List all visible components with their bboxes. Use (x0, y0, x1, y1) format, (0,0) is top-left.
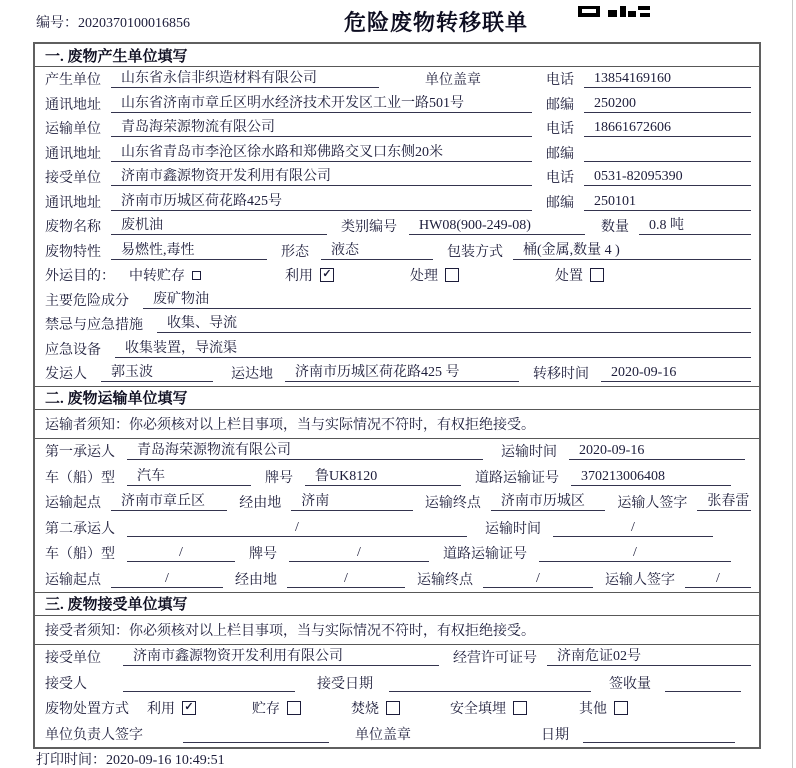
carrier-sign-value: 张春雷 (697, 493, 751, 511)
plate-value: 鲁UK8120 (305, 468, 461, 486)
transfer-time-value: 2020-09-16 (601, 364, 751, 382)
document-header (0, 6, 796, 40)
purpose-label: 外运目的： (45, 269, 115, 285)
produce-phone-value: 13854169160 (584, 70, 751, 88)
use-label: 利用 (285, 269, 313, 285)
receiver-value (123, 674, 295, 692)
receipt-qty-value (665, 674, 741, 692)
transport-unit-value: 青岛海荣源物流有限公司 (111, 119, 532, 137)
via-label: 经由地 (235, 572, 277, 588)
other-label: 其他 (579, 702, 607, 718)
row-receiver (35, 670, 759, 696)
emergency-equip-label: 应急设备 (45, 342, 101, 358)
section3-title: 三. 废物接受单位填写 (35, 592, 759, 616)
form-label: 形态 (281, 244, 309, 260)
waste-name-value: 废机油 (111, 217, 327, 235)
page-title: 危险废物转移联单 (343, 10, 528, 35)
row-produce-unit (35, 67, 759, 92)
plate2-value: / (289, 544, 429, 562)
row-vehicle-1 (35, 464, 759, 490)
main-hazard-label: 主要危险成分 (45, 293, 129, 309)
row-vehicle-2 (35, 541, 759, 567)
via2-value: / (287, 570, 405, 588)
resp-sign-label: 单位负责人签字 (45, 727, 143, 743)
produce-address-value: 山东省济南市章丘区明水经济技术开发区工业一路501号 (111, 95, 532, 113)
doc-number-value: 2020370100016856 (78, 16, 190, 31)
produce-unit-label: 产生单位 (45, 73, 101, 89)
row-responsible-sign (35, 721, 759, 747)
landfill-label: 安全填埋 (450, 702, 506, 718)
carrier-sign-label: 运输人签字 (605, 572, 675, 588)
produce-postcode-group (546, 94, 751, 114)
row-second-carrier (35, 515, 759, 541)
transporter-notice-text: 运输者须知：你必须核对以上栏目事项，当与实际情况不符时，有权拒绝接受。 (45, 417, 535, 433)
print-time-label: 打印时间： (36, 753, 106, 768)
row-shipper (35, 361, 759, 386)
receipt-qty-label: 签收量 (609, 676, 651, 692)
carrier-sign2-value: / (685, 570, 751, 588)
quantity-label: 数量 (601, 220, 629, 236)
qr-code-icon (578, 6, 650, 17)
transport-postcode-value (584, 144, 751, 162)
category-no-value: HW08(900-249-08) (409, 217, 585, 235)
road-permit-label: 道路运输证号 (475, 470, 559, 486)
packing-label: 包装方式 (447, 244, 503, 260)
shipper-label: 发运人 (45, 367, 87, 383)
postcode-label: 邮编 (546, 195, 574, 211)
dispose-label: 处置 (555, 269, 583, 285)
treat-label: 处理 (410, 269, 438, 285)
receive-unit-label: 接受单位 (45, 651, 101, 667)
phone-label: 电话 (546, 73, 574, 89)
taboo-label: 禁忌与应急措施 (45, 318, 143, 334)
seal-label: 单位盖章 (355, 727, 411, 743)
receive-unit-s3-value: 济南市鑫源物资开发利用有限公司 (123, 648, 439, 666)
first-carrier-label: 第一承运人 (45, 445, 115, 461)
section2-title: 二. 废物运输单位填写 (35, 386, 759, 410)
road-permit-value: 370213006408 (571, 468, 731, 486)
via-value: 济南 (291, 493, 413, 511)
row-first-carrier (35, 439, 759, 465)
address-label: 通讯地址 (45, 97, 101, 113)
doc-number-label: 编号： (36, 16, 78, 31)
checkbox-use: ✓ (320, 268, 334, 282)
via-label: 经由地 (239, 496, 282, 512)
endpoint-value: 济南市历城区 (491, 493, 605, 511)
receive-postcode-group (546, 192, 751, 212)
checkbox-dispose (590, 268, 604, 282)
receive-postcode-value: 250101 (584, 193, 751, 211)
origin-label: 运输起点 (45, 496, 101, 512)
endpoint-label: 运输终点 (417, 572, 473, 588)
burn-label: 焚烧 (351, 702, 379, 718)
disposal-method-label: 废物处置方式 (45, 702, 129, 718)
carrier-sign-label: 运输人签字 (617, 496, 688, 512)
receive-unit-value: 济南市鑫源物资开发利用有限公司 (111, 168, 532, 186)
main-hazard-value: 废矿物油 (143, 291, 751, 309)
transport-phone-value: 18661672606 (584, 119, 751, 137)
row-produce-address (35, 92, 759, 117)
emergency-equip-value: 收集装置，导流渠 (115, 340, 751, 358)
taboo-value: 收集、导流 (157, 315, 751, 333)
plate-label: 牌号 (249, 547, 277, 563)
vehicle-type-label: 车（船）型 (45, 470, 115, 486)
checkbox-disposal-landfill (513, 701, 527, 715)
receive-phone-value: 0531-82095390 (584, 168, 751, 186)
phone-label: 电话 (546, 171, 574, 187)
endpoint2-value: / (483, 570, 593, 588)
form-value: 液态 (321, 242, 433, 260)
first-transport-time-value: 2020-09-16 (569, 442, 745, 460)
checkbox-treat (445, 268, 459, 282)
receive-unit-label: 接受单位 (45, 171, 101, 187)
receiver-notice (35, 616, 759, 645)
section1-title: 一. 废物产生单位填写 (35, 44, 759, 67)
resp-sign-value (183, 725, 329, 743)
second-carrier-label: 第二承运人 (45, 521, 115, 537)
transporter-notice (35, 410, 759, 439)
row-main-hazard (35, 288, 759, 313)
transport-time-label: 运输时间 (485, 521, 541, 537)
checkbox-disposal-use: ✓ (182, 701, 196, 715)
packing-value: 桶(金属,数量 4 ) (513, 242, 751, 260)
use-label: 利用 (147, 702, 175, 718)
waste-trait-label: 废物特性 (45, 244, 101, 260)
permit-no-value: 济南危证02号 (547, 648, 751, 666)
row-transport-address (35, 141, 759, 166)
produce-unit-value: 山东省永信非织造材料有限公司 (111, 70, 379, 88)
dest-label: 运达地 (231, 367, 273, 383)
road-permit-label: 道路运输证号 (443, 547, 527, 563)
produce-postcode-value: 250200 (584, 95, 751, 113)
checkbox-disposal-store (287, 701, 301, 715)
store-label: 贮存 (252, 702, 280, 718)
endpoint-label: 运输终点 (424, 496, 481, 512)
first-carrier-value: 青岛海荣源物流有限公司 (127, 442, 483, 460)
row-waste-trait (35, 239, 759, 264)
transport-address-value: 山东省青岛市李沧区徐水路和郑佛路交叉口东侧20米 (111, 144, 532, 162)
transfer-form-table (33, 42, 761, 749)
second-carrier-value: / (127, 519, 467, 537)
row-disposal-method (35, 696, 759, 722)
row-transport-unit (35, 116, 759, 141)
waste-name-label: 废物名称 (45, 220, 101, 236)
vehicle-type-label: 车（船）型 (45, 547, 115, 563)
produce-phone-group (546, 69, 751, 89)
receive-date-value (389, 674, 591, 692)
permit-no-label: 经营许可证号 (453, 651, 537, 667)
dest-value: 济南市历城区荷花路425 号 (285, 364, 519, 382)
transport-unit-label: 运输单位 (45, 122, 101, 138)
transfer-store-label: 中转贮存 (129, 269, 185, 285)
row-emergency-equip (35, 337, 759, 362)
phone-label: 电话 (546, 122, 574, 138)
receive-phone-group (546, 167, 751, 187)
date-label: 日期 (541, 727, 569, 743)
row-route-1 (35, 490, 759, 516)
quantity-value: 0.8 吨 (639, 217, 751, 235)
waste-trait-value: 易燃性,毒性 (111, 242, 267, 260)
postcode-label: 邮编 (546, 146, 574, 162)
date-value (583, 725, 735, 743)
checkbox-disposal-burn (386, 701, 400, 715)
address-label: 通讯地址 (45, 146, 101, 162)
row-waste-name (35, 214, 759, 239)
row-receive-address (35, 190, 759, 215)
postcode-label: 邮编 (546, 97, 574, 113)
address-label: 通讯地址 (45, 195, 101, 211)
row-receive-unit-s3 (35, 645, 759, 671)
row-taboo (35, 312, 759, 337)
checkbox-disposal-other (614, 701, 628, 715)
receiver-notice-text: 接受者须知：你必须核对以上栏目事项，当与实际情况不符时，有权拒绝接受。 (45, 623, 535, 639)
plate-label: 牌号 (265, 470, 293, 486)
row-receive-unit (35, 165, 759, 190)
road-permit2-value: / (539, 544, 731, 562)
page-edge-divider (792, 0, 793, 768)
transfer-time-label: 转移时间 (533, 367, 589, 383)
receiver-label: 接受人 (45, 676, 87, 692)
print-time (36, 749, 225, 768)
section-transporter (35, 386, 759, 592)
origin2-value: / (111, 570, 223, 588)
transport-time-label: 运输时间 (501, 445, 557, 461)
second-transport-time-value: / (553, 519, 713, 537)
seal-label: 单位盖章 (425, 73, 481, 89)
transport-phone-group (546, 118, 751, 138)
receive-address-value: 济南市历城区荷花路425号 (111, 193, 532, 211)
category-no-label: 类别编号 (341, 220, 397, 236)
checkbox-transfer-store (192, 271, 201, 280)
vehicle-type-value: 汽车 (127, 468, 251, 486)
shipper-value: 郭玉波 (101, 364, 213, 382)
row-route-2 (35, 566, 759, 592)
print-time-value: 2020-09-16 10:49:51 (106, 753, 225, 768)
transport-postcode-group (546, 143, 751, 163)
vehicle-type2-value: / (127, 544, 235, 562)
section-receiver (35, 592, 759, 747)
origin-label: 运输起点 (45, 572, 101, 588)
receive-date-label: 接受日期 (317, 676, 373, 692)
origin-value: 济南市章丘区 (111, 493, 227, 511)
row-purpose (35, 263, 759, 288)
section-producer (35, 44, 759, 386)
